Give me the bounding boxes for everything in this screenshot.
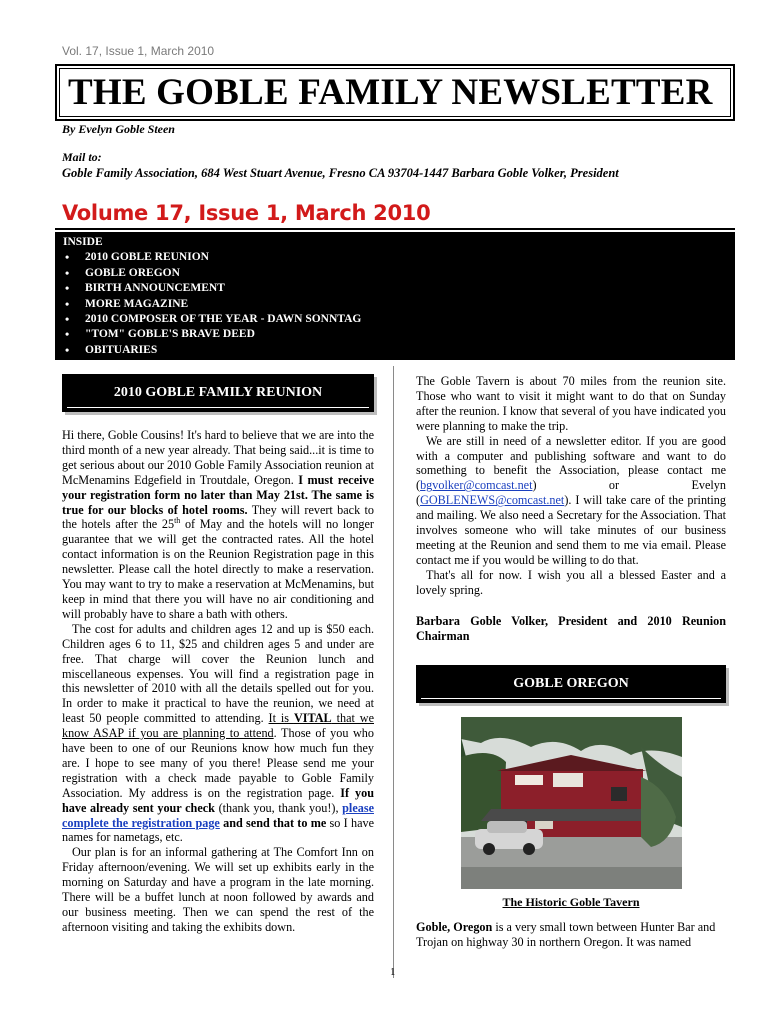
photo-caption: The Historic Goble Tavern <box>502 895 640 910</box>
left-column <box>62 374 374 935</box>
text-run: (thank you, thank you!), <box>214 800 343 815</box>
ordinal-suffix: th <box>174 516 181 526</box>
reunion-paragraph-1 <box>62 428 374 622</box>
newsletter-title: THE GOBLE FAMILY NEWSLETTER <box>68 72 713 113</box>
text-run: ). I will take care of the printing and mailing. We also need a Secretary for the Association. That involves someone who will take minutes of our business meeting at the Reunion and send them to me via email. Please contact me if you would be willing to do that. <box>416 493 726 567</box>
text-run: is a very small town between Hunter Bar and Trojan on highway 30 in northern Oregon. It was named <box>416 920 716 950</box>
text-run: If you have already sent your check <box>62 785 374 815</box>
oregon-article <box>416 920 726 950</box>
inside-item: • "TOM" GOBLE'S BRAVE DEED <box>63 327 727 342</box>
text-run: It is <box>268 711 294 726</box>
president-letter <box>416 374 726 598</box>
text-run: They will revert back to the hotels after the 25 <box>62 502 374 532</box>
inside-item: • MORE MAGAZINE <box>63 297 727 312</box>
text-run: of May and the hotels will no longer guarantee that we will get the contracted rates. All the hotel contact information is on the Reunion Registration page in this newsletter. Please call the hotel directly to make a reservation. You may want to try to make a reservation at McMenamins, but keep in mind that there you will have no air conditioning and will probably have to share a bath with others. <box>62 517 374 621</box>
mail-to-label: Mail to: <box>62 150 102 164</box>
byline: By Evelyn Goble Steen <box>62 122 175 136</box>
goble-tavern-photo <box>461 717 682 889</box>
registration-page-link[interactable]: please complete the registration page <box>62 800 374 830</box>
reunion-paragraph-2 <box>62 622 374 846</box>
inside-item: • BIRTH ANNOUNCEMENT <box>63 281 727 296</box>
signature: Barbara Goble Volker, President and 2010 Reunion Chairman <box>416 613 726 643</box>
inside-item: • 2010 COMPOSER OF THE YEAR - DAWN SONNTAG <box>63 312 727 327</box>
reunion-heading: 2010 GOBLE FAMILY REUNION <box>113 385 323 400</box>
inside-item: • OBITUARIES <box>63 343 727 358</box>
reunion-heading-box <box>62 374 374 412</box>
heading-underline <box>421 698 721 699</box>
letter-paragraph-1: The Goble Tavern is about 70 miles from the reunion site. Those who want to visit it might want to do that on Sunday after the reunion. I know that several of you have indicated you were planning to make the trip. <box>416 374 726 433</box>
right-column <box>416 374 726 950</box>
reunion-paragraph-3: Our plan is for an informal gathering at The Comfort Inn on Friday afternoon/evening. We will set up exhibits early in the morning on Saturday and have a program in the late morning. There will be a buffet lunch at noon followed by awards and our business meeting. Then we can spend the rest of the afternoon visiting and taking the exhibits down. <box>62 845 374 934</box>
inside-item: • GOBLE OREGON <box>63 266 727 281</box>
text-run: and send that to me <box>219 815 327 830</box>
inside-box <box>55 232 735 360</box>
email-link-bgvolker[interactable]: bgvolker@comcast.net <box>420 478 533 493</box>
inside-list <box>63 250 727 358</box>
letter-paragraph-3: That's all for now. I wish you all a blessed Easter and a lovely spring. <box>416 567 726 597</box>
text-run: Hi there, Goble Cousins! It's hard to believe that we are into the third month of a new year already. That being said...it is time to get serious about our 2010 Goble Family Association reunion at McMenamins Edgefield in Troutdale, Oregon. <box>62 428 374 487</box>
vital-emphasis: VITAL <box>293 711 332 726</box>
text-run: so I have names for nametags, etc. <box>62 815 375 845</box>
letter-paragraph-2 <box>416 434 726 568</box>
inside-item: • 2010 GOBLE REUNION <box>63 250 727 265</box>
text-run: . Those of you who have been to one of our Reunions know how much fun they are. I hope to see many of you there! Please send me your registration with a check made payable to Goble Family Association. My address is on the registration page. <box>62 726 374 800</box>
page-number: 1 <box>390 966 396 978</box>
tavern-photo-image <box>461 717 682 889</box>
town-name: Goble, Oregon <box>416 920 493 935</box>
inside-label: INSIDE <box>63 236 103 248</box>
heading-underline <box>67 407 369 408</box>
text-run: The cost for adults and children ages 12 and up is $50 each. Children ages 6 to 11, $25 and children ages 5 and under are free. That charge will cover the Reunion lunch and miscellaneous expenses. You will find a registration page in this newsletter of 2010 with all the details spelled out for you. In order to make it practical to have the reunion, we need at least 50 people committed to attending. <box>62 621 374 726</box>
masthead <box>55 64 735 121</box>
column-divider <box>393 366 394 978</box>
email-link-goblenews[interactable]: GOBLENEWS@comcast.net <box>420 493 565 508</box>
volume-line: Vol. 17, Issue 1, March 2010 <box>62 44 215 58</box>
text-run: that we know ASAP if you are planning to attend <box>62 711 374 741</box>
oregon-heading: GOBLE OREGON <box>513 676 629 692</box>
volume-heading: Volume 17, Issue 1, March 2010 <box>62 201 431 225</box>
text-run: ) or Evelyn ( <box>416 478 726 508</box>
mail-to-address: Goble Family Association, 684 West Stuart Avenue, Fresno CA 93704-1447 Barbara Goble Volker, President <box>62 166 619 180</box>
registration-deadline: I must receive your registration form no later than May 21st. The same is true for our blocks of hotel rooms. <box>62 472 374 517</box>
masthead-frame <box>59 68 731 117</box>
text-run: We are still in need of a newsletter editor. If you are good with a computer and publishing software and want to do something to benefit the Association, please contact me ( <box>416 433 726 493</box>
reunion-article <box>62 428 374 935</box>
oregon-heading-box <box>416 665 726 703</box>
heading-rule <box>55 228 735 230</box>
